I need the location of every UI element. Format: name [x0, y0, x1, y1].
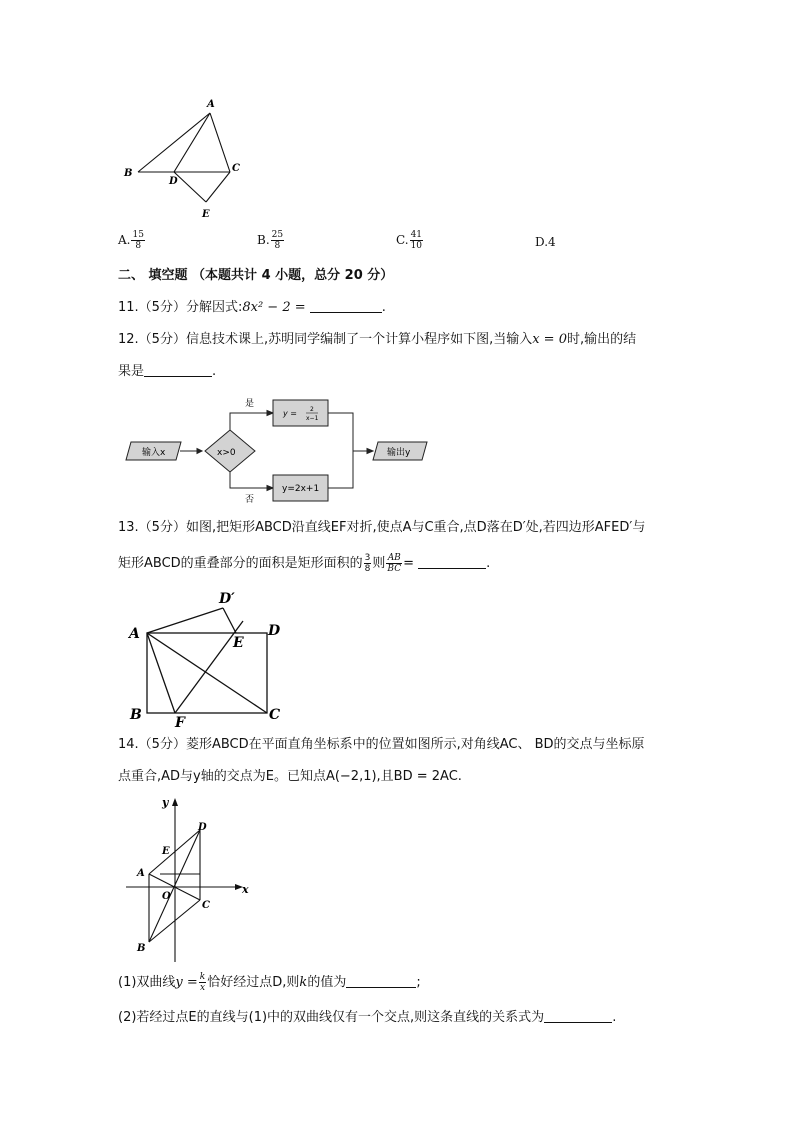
label-y: y [162, 796, 169, 809]
answer-blank[interactable] [544, 1008, 612, 1023]
answer-blank[interactable] [310, 298, 382, 313]
question-14-line1: 14.（5分）菱形ABCD在平面直角坐标系中的位置如图所示,对角线AC、 BD的交点与坐标原 [118, 737, 645, 752]
label-D: D [198, 822, 207, 833]
input-label: 输入x [142, 448, 166, 458]
label-E: E [233, 635, 244, 651]
option-c: C. $\frac{41}{10}$ [396, 230, 423, 251]
label-D: D [268, 623, 281, 639]
label-A: A [207, 99, 215, 110]
yes-label: 是 [245, 399, 255, 409]
label-O: O [162, 891, 171, 902]
answer-blank[interactable] [144, 362, 212, 377]
question-12-line2: 果是 . [118, 364, 217, 379]
label-B: B [137, 943, 146, 954]
question-13-line1: 13.（5分）如图,把矩形ABCD沿直线EF对折,使点A与C重合,点D落在D′处,若四边形AFED′与 [118, 520, 646, 535]
rectangle-fold-figure [125, 588, 295, 728]
label-C: C [232, 163, 240, 174]
label-F: F [175, 715, 185, 728]
top-box-den: x−1 [306, 415, 319, 422]
label-B: B [130, 707, 142, 723]
option-d: D.4 [535, 235, 556, 249]
bottom-box-label: y=2x+1 [282, 484, 320, 494]
label-B: B [124, 168, 133, 179]
top-box-num: 2 [310, 406, 314, 413]
question-14-part2: (2)若经过点E的直线与(1)中的双曲线仅有一个交点,则这条直线的关系式为 . [118, 1010, 617, 1025]
top-box-prefix: y = [283, 409, 297, 418]
no-label: 否 [245, 495, 255, 505]
option-a: A. $\frac{15}{8}$ [118, 230, 144, 251]
question-13-line2: 矩形ABCD的重叠部分的面积是矩形面积的 $\frac{3}{8}$ 则 $\frac{AB}{BC}$ = . [118, 553, 491, 574]
triangle-figure [118, 95, 258, 225]
section-title: 二、 填空题 （本题共计 4 小题，总分 20 分） [118, 268, 394, 283]
label-D-prime: D′ [219, 591, 235, 607]
label-C: C [269, 707, 281, 723]
flowchart [125, 392, 430, 507]
question-12-line1: 12.（5分）信息技术课上,苏明同学编制了一个计算小程序如下图,当输入x = 0时,输出的结 [118, 332, 637, 347]
top-box [273, 400, 328, 426]
label-A: A [137, 868, 145, 879]
label-E: E [202, 209, 210, 220]
label-C: C [202, 900, 210, 911]
answer-blank[interactable] [418, 554, 486, 569]
answer-blank[interactable] [346, 973, 416, 988]
question-11: 11.（5分）分解因式:8x² − 2 = . [118, 300, 386, 315]
coordinate-figure [122, 792, 262, 962]
label-A: A [129, 626, 140, 642]
label-D: D [169, 176, 178, 187]
output-label: 输出y [387, 448, 411, 458]
question-14-line2: 点重合,AD与y轴的交点为E。已知点A(−2,1),且BD = 2AC. [118, 769, 462, 784]
decision-label: x>0 [217, 448, 236, 458]
label-x: x [242, 883, 249, 896]
question-14-part1: (1)双曲线y = $\frac{k}{x}$ 恰好经过点D,则k的值为 ; [118, 972, 421, 993]
option-b: B. $\frac{25}{8}$ [257, 230, 284, 251]
label-E: E [162, 846, 170, 857]
